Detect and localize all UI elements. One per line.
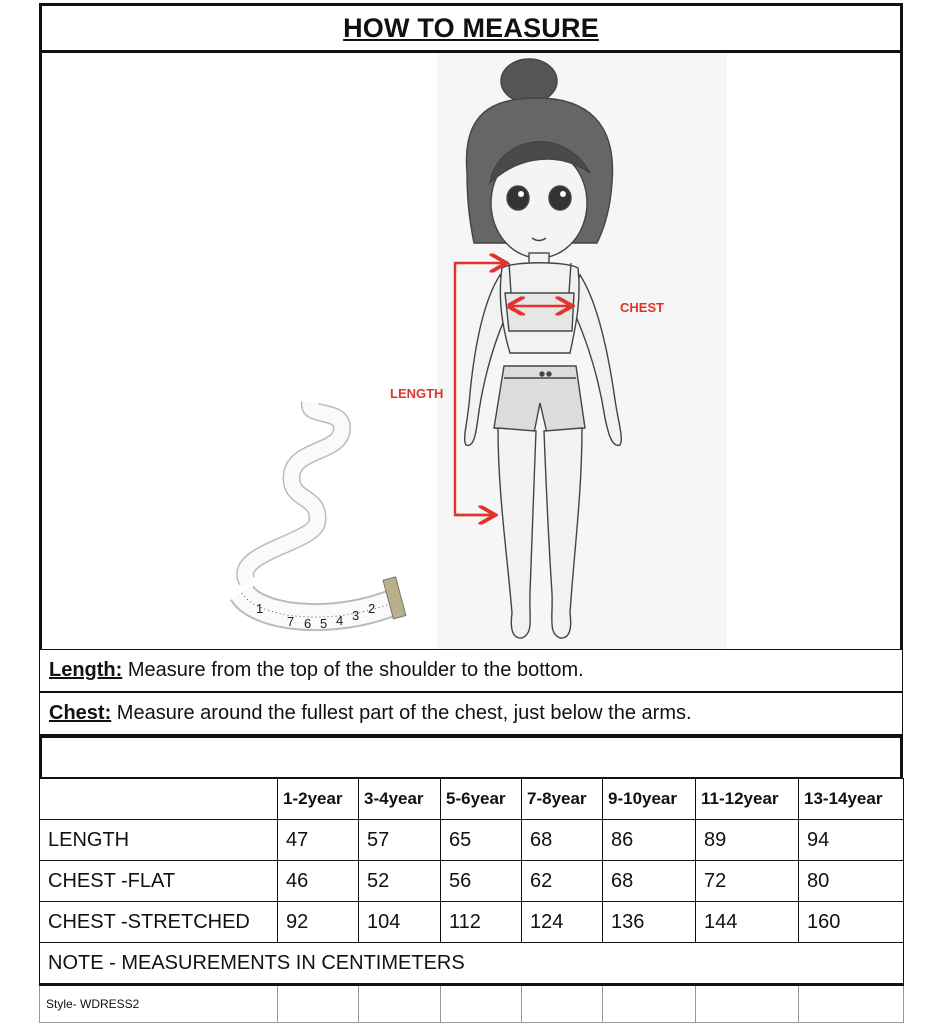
note-row bbox=[40, 943, 904, 985]
table-row bbox=[40, 820, 904, 861]
table-cell: 72 bbox=[696, 861, 799, 902]
size-table bbox=[39, 778, 904, 1023]
table-cell: 47 bbox=[278, 820, 359, 861]
header-cell: 13-14year bbox=[799, 779, 904, 820]
header-cell: 5-6year bbox=[441, 779, 522, 820]
table-cell: 65 bbox=[441, 820, 522, 861]
tape-number: 1 bbox=[256, 601, 264, 616]
definition-term: Chest: bbox=[49, 702, 112, 724]
header-cell: 7-8year bbox=[522, 779, 603, 820]
table-cell bbox=[799, 985, 904, 1023]
table-cell: 104 bbox=[359, 902, 441, 943]
row-label: CHEST -FLAT bbox=[40, 861, 278, 902]
eye-icon bbox=[549, 186, 571, 210]
style-label: Style- WDRESS2 bbox=[40, 985, 278, 1023]
table-cell bbox=[603, 985, 696, 1023]
table-cell: 68 bbox=[603, 861, 696, 902]
table-cell: 92 bbox=[278, 902, 359, 943]
length-definition bbox=[39, 649, 903, 692]
measurement-illustration bbox=[39, 53, 903, 649]
header-cell: 11-12year bbox=[696, 779, 799, 820]
table-cell: 112 bbox=[441, 902, 522, 943]
measurement-note: NOTE - MEASUREMENTS IN CENTIMETERS bbox=[40, 943, 904, 985]
row-label: CHEST -STRETCHED bbox=[40, 902, 278, 943]
page-title: HOW TO MEASURE bbox=[343, 12, 599, 43]
table-cell bbox=[359, 985, 441, 1023]
definition-text: Measure around the fullest part of the chest, just below the arms. bbox=[111, 702, 692, 724]
table-cell: 52 bbox=[359, 861, 441, 902]
header-cell: 3-4year bbox=[359, 779, 441, 820]
table-cell: 94 bbox=[799, 820, 904, 861]
tape-number: 3 bbox=[352, 608, 360, 623]
tape-number: 6 bbox=[304, 616, 312, 631]
table-cell: 68 bbox=[522, 820, 603, 861]
table-cell bbox=[522, 985, 603, 1023]
definition-term: Length: bbox=[49, 659, 123, 681]
length-label: LENGTH bbox=[390, 386, 444, 401]
measuring-tape-icon bbox=[242, 403, 406, 631]
table-cell: 86 bbox=[603, 820, 696, 861]
tape-number: 4 bbox=[336, 613, 344, 628]
tape-number: 2 bbox=[368, 601, 376, 616]
tape-number: 5 bbox=[320, 616, 328, 631]
table-cell: 89 bbox=[696, 820, 799, 861]
chest-label: CHEST bbox=[620, 300, 665, 315]
table-cell: 62 bbox=[522, 861, 603, 902]
table-cell: 57 bbox=[359, 820, 441, 861]
eye-icon bbox=[507, 186, 529, 210]
header-cell: 9-10year bbox=[603, 779, 696, 820]
hair-bun bbox=[501, 59, 557, 103]
table-cell: 124 bbox=[522, 902, 603, 943]
table-cell: 46 bbox=[278, 861, 359, 902]
table-cell bbox=[278, 985, 359, 1023]
style-row bbox=[40, 985, 904, 1023]
header-cell bbox=[40, 779, 278, 820]
table-row bbox=[40, 861, 904, 902]
chest-definition bbox=[39, 692, 903, 735]
definition-text: Measure from the top of the shoulder to the bottom. bbox=[122, 659, 584, 681]
row-label: LENGTH bbox=[40, 820, 278, 861]
table-cell: 56 bbox=[441, 861, 522, 902]
table-cell: 80 bbox=[799, 861, 904, 902]
header-cell: 1-2year bbox=[278, 779, 359, 820]
title-row bbox=[39, 3, 903, 53]
table-cell bbox=[696, 985, 799, 1023]
illustration-svg bbox=[42, 53, 906, 649]
table-row bbox=[40, 902, 904, 943]
tape-number: 7 bbox=[287, 614, 295, 629]
table-cell: 160 bbox=[799, 902, 904, 943]
table-cell: 136 bbox=[603, 902, 696, 943]
size-header-row bbox=[40, 779, 904, 820]
spacer-row bbox=[39, 735, 903, 778]
size-guide-sheet bbox=[39, 3, 903, 1021]
table-cell bbox=[441, 985, 522, 1023]
table-cell: 144 bbox=[696, 902, 799, 943]
